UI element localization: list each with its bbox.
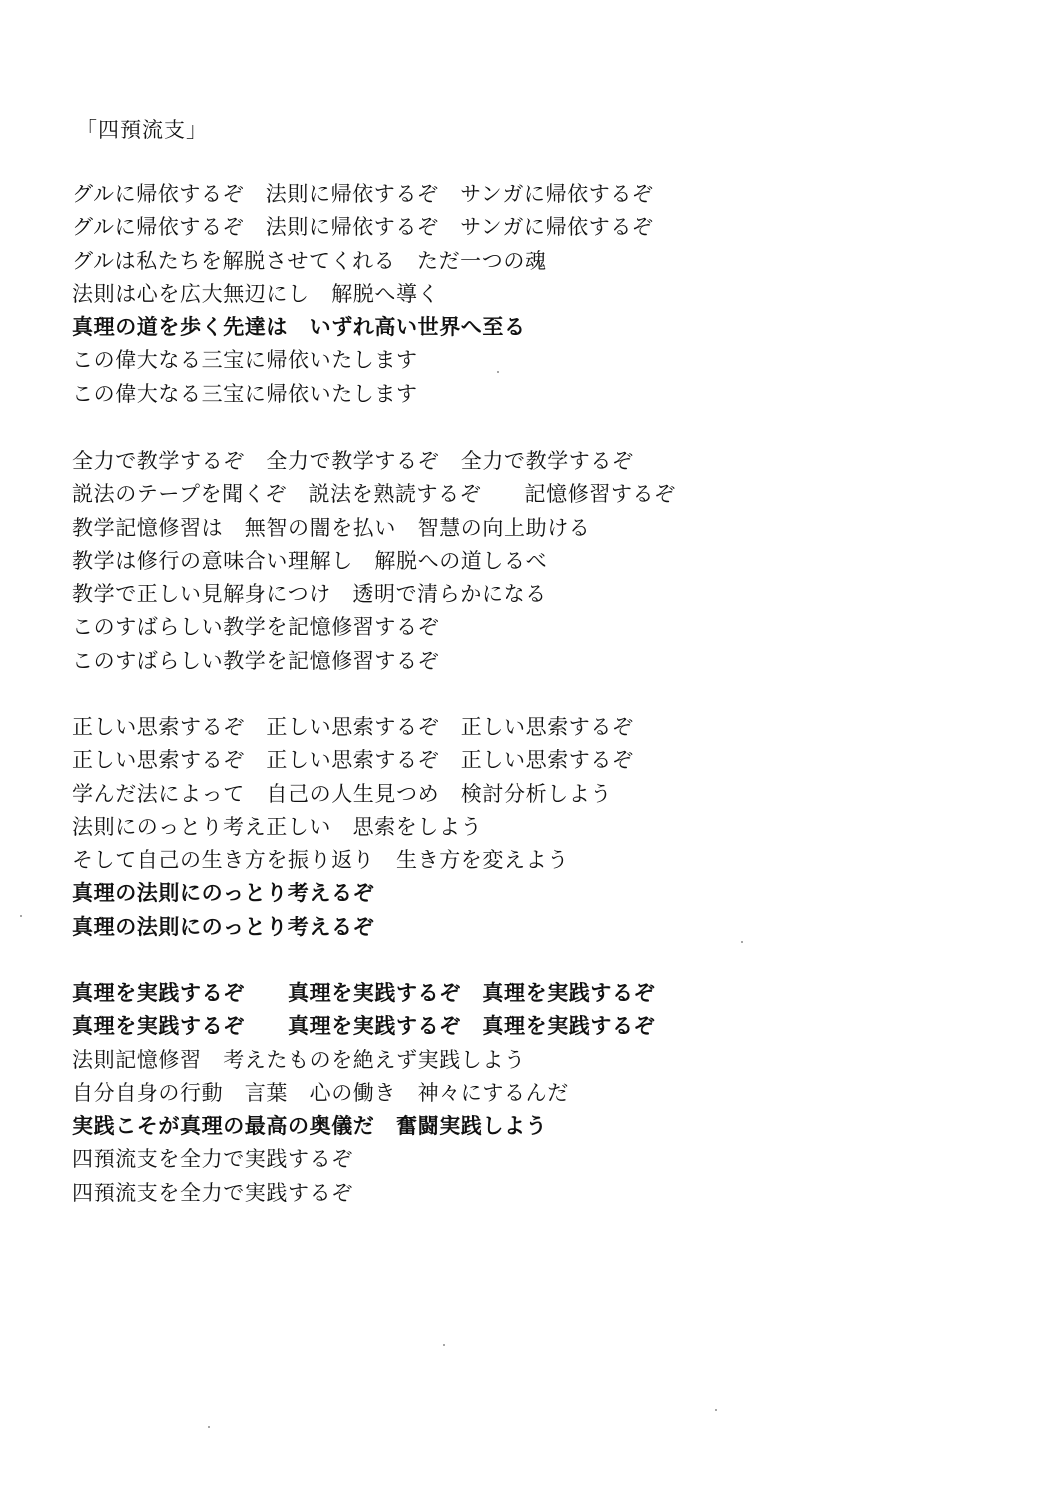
text-line: 教学は修行の意味合い理解し 解脱への道しるべ bbox=[72, 548, 548, 573]
text-line: このすばらしい教学を記憶修習するぞ bbox=[72, 615, 440, 640]
scan-speck bbox=[497, 371, 499, 373]
text-line: 学んだ法によって 自己の人生見つめ 検討分析しよう bbox=[72, 781, 612, 806]
scan-speck bbox=[20, 915, 22, 917]
text-line: 正しい思索するぞ 正しい思索するぞ 正しい思索するぞ bbox=[72, 748, 634, 773]
text-line: 法則は心を広大無辺にし 解脱へ導く bbox=[72, 281, 440, 306]
text-line: 全力で教学するぞ 全力で教学するぞ 全力で教学するぞ bbox=[72, 449, 634, 473]
text-line: グルは私たちを解脱させてくれる ただ一つの魂 bbox=[72, 248, 547, 273]
text-line: 真理の法則にのっとり考えるぞ bbox=[72, 914, 375, 939]
text-line: 真理の道を歩く先達は いずれ高い世界へ至る bbox=[72, 315, 526, 340]
text-line: 法則記憶修習 考えたものを絶えず実践しよう bbox=[72, 1047, 526, 1072]
stanza-1 bbox=[72, 178, 654, 411]
text-line: 実践こそが真理の最高の奥儀だ 奮闘実践しよう bbox=[72, 1114, 548, 1139]
scan-speck bbox=[741, 941, 743, 943]
text-line: 自分自身の行動 言葉 心の働き 神々にするんだ bbox=[72, 1080, 569, 1105]
scan-speck bbox=[715, 1409, 717, 1411]
text-line: 正しい思索するぞ 正しい思索するぞ 正しい思索するぞ bbox=[72, 715, 634, 739]
text-line: 真理を実践するぞ 真理を実践するぞ 真理を実践するぞ bbox=[72, 981, 656, 1005]
text-line: 説法のテープを聞くぞ 説法を熟読するぞ 記憶修習するぞ bbox=[72, 482, 676, 507]
text-line: 四預流支を全力で実践するぞ bbox=[72, 1147, 353, 1172]
text-line: 真理を実践するぞ 真理を実践するぞ 真理を実践するぞ bbox=[72, 1014, 656, 1039]
text-line: グルに帰依するぞ 法則に帰依するぞ サンガに帰依するぞ bbox=[72, 215, 654, 240]
stanza-4 bbox=[72, 977, 655, 1210]
stanza-2 bbox=[72, 445, 676, 678]
text-line: この偉大なる三宝に帰依いたします bbox=[72, 348, 418, 373]
text-line: 教学記憶修習は 無智の闇を払い 智慧の向上助ける bbox=[72, 515, 591, 540]
text-line: 法則にのっとり考え正しい 思索をしよう bbox=[72, 814, 483, 839]
text-line: 四預流支を全力で実践するぞ bbox=[72, 1180, 353, 1205]
text-line: 教学で正しい見解身につけ 透明で清らかになる bbox=[72, 582, 547, 607]
scan-speck bbox=[443, 1344, 445, 1346]
stanza-3 bbox=[72, 711, 634, 944]
text-line: このすばらしい教学を記憶修習するぞ bbox=[72, 648, 440, 673]
text-line: そして自己の生き方を振り返り 生き方を変えよう bbox=[72, 848, 569, 873]
scan-speck bbox=[208, 1426, 210, 1428]
text-line: グルに帰依するぞ 法則に帰依するぞ サンガに帰依するぞ bbox=[72, 182, 654, 206]
text-line: この偉大なる三宝に帰依いたします bbox=[72, 381, 418, 406]
document-title: 「四預流支」 bbox=[76, 118, 208, 142]
text-line: 真理の法則にのっとり考えるぞ bbox=[72, 881, 375, 906]
